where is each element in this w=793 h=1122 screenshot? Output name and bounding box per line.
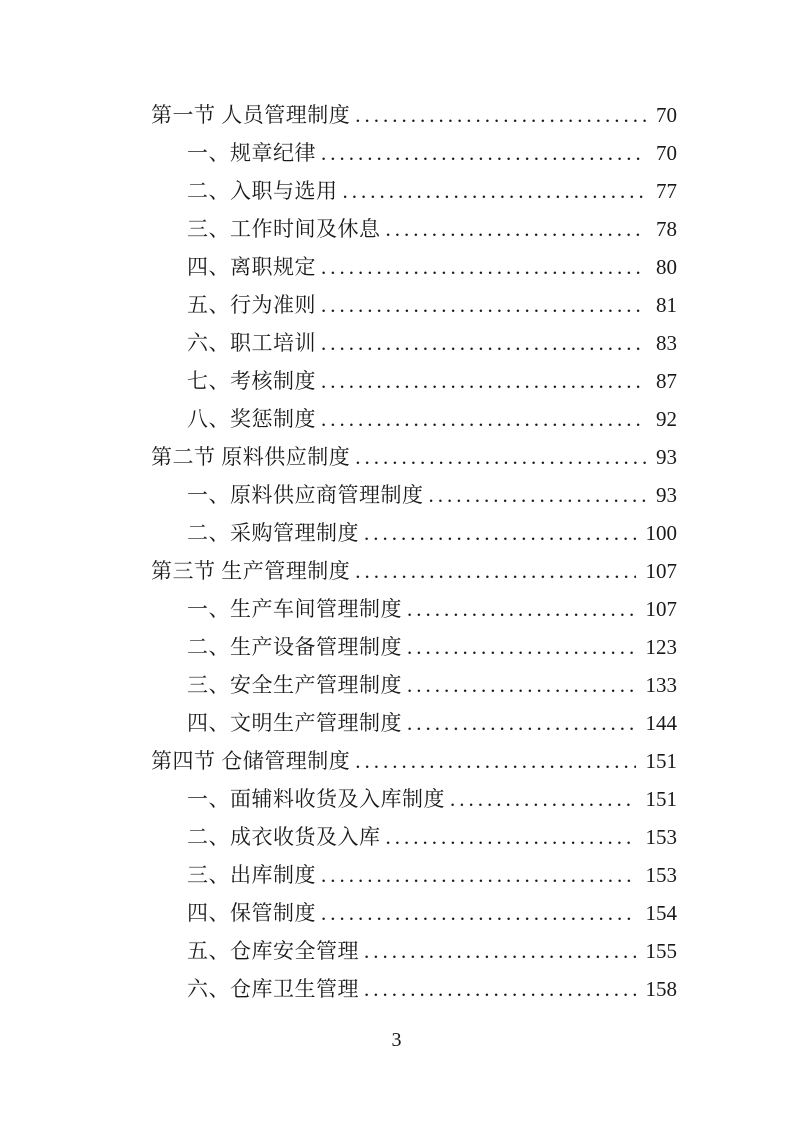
- toc-entry-page: 92: [656, 407, 677, 431]
- toc-entry-label: 六、仓库卫生管理: [187, 977, 359, 1001]
- toc-entry-subsection: [187, 780, 677, 818]
- toc-entry-label: 二、生产设备管理制度: [187, 635, 402, 659]
- toc-entry-section: [151, 552, 677, 590]
- toc-entry-label: 三、出库制度: [187, 863, 316, 887]
- toc-entry-subsection: [187, 590, 677, 628]
- toc-dot-leader: [364, 514, 636, 552]
- toc-entry-page: 81: [656, 293, 677, 317]
- toc-dot-leader: [355, 96, 646, 134]
- toc-dot-leader: [407, 704, 636, 742]
- toc-entry-section: [151, 438, 677, 476]
- toc-entry-page: 80: [656, 255, 677, 279]
- toc-entry-page: 107: [645, 559, 677, 583]
- toc-dot-leader: [386, 818, 636, 856]
- toc-entry-page: 70: [656, 103, 677, 127]
- toc-dot-leader: [321, 286, 646, 324]
- toc-entry-page: 151: [645, 787, 677, 811]
- toc-dot-leader: [321, 362, 646, 400]
- toc-entry-subsection: [187, 400, 677, 438]
- toc-entry-page: 155: [645, 939, 677, 963]
- toc-dot-leader: [355, 438, 646, 476]
- toc-entry-subsection: [187, 932, 677, 970]
- toc-entry-page: 83: [656, 331, 677, 355]
- toc-entry-page: 153: [645, 825, 677, 849]
- toc-entry-page: 87: [656, 369, 677, 393]
- toc-entry-label: 二、采购管理制度: [187, 521, 359, 545]
- toc-entry-label: 四、保管制度: [187, 901, 316, 925]
- footer-page-number: 3: [391, 1029, 402, 1051]
- toc-dot-leader: [321, 324, 646, 362]
- toc-entry-label: 五、行为准则: [187, 293, 316, 317]
- toc-entry-label: 第一节 人员管理制度: [151, 103, 351, 127]
- toc-entry-subsection: [187, 628, 677, 666]
- toc-entry-subsection: [187, 666, 677, 704]
- toc-entry-label: 二、入职与选用: [187, 179, 338, 203]
- toc-entry-label: 七、考核制度: [187, 369, 316, 393]
- toc-dot-leader: [321, 134, 646, 172]
- toc-entry-page: 70: [656, 141, 677, 165]
- toc-dot-leader: [407, 666, 636, 704]
- toc-entry-section: [151, 742, 677, 780]
- toc-entry-page: 93: [656, 483, 677, 507]
- toc-dot-leader: [429, 476, 647, 514]
- toc-entry-subsection: [187, 818, 677, 856]
- toc-entry-subsection: [187, 476, 677, 514]
- toc-entry-label: 五、仓库安全管理: [187, 939, 359, 963]
- toc-entry-label: 八、奖惩制度: [187, 407, 316, 431]
- toc-entry-label: 四、离职规定: [187, 255, 316, 279]
- toc-entry-label: 三、安全生产管理制度: [187, 673, 402, 697]
- toc-dot-leader: [355, 552, 635, 590]
- toc-entry-label: 一、面辅料收货及入库制度: [187, 787, 445, 811]
- toc-dot-leader: [355, 742, 635, 780]
- toc-entry-page: 133: [645, 673, 677, 697]
- toc-entry-subsection: [187, 134, 677, 172]
- toc-entry-subsection: [187, 210, 677, 248]
- toc-dot-leader: [321, 248, 646, 286]
- toc-entry-subsection: [187, 704, 677, 742]
- toc-entry-page: 153: [645, 863, 677, 887]
- toc-entry-label: 四、文明生产管理制度: [187, 711, 402, 735]
- toc-entry-subsection: [187, 324, 677, 362]
- toc-entry-label: 第二节 原料供应制度: [151, 445, 351, 469]
- toc-entry-label: 一、规章纪律: [187, 141, 316, 165]
- toc-entry-subsection: [187, 172, 677, 210]
- toc-dot-leader: [321, 894, 636, 932]
- toc-entry-label: 第三节 生产管理制度: [151, 559, 351, 583]
- toc-entry-page: 77: [656, 179, 677, 203]
- toc-entry-label: 三、工作时间及休息: [187, 217, 381, 241]
- toc-entry-section: [151, 96, 677, 134]
- toc-dot-leader: [450, 780, 636, 818]
- toc-entry-page: 100: [645, 521, 677, 545]
- toc-entry-page: 107: [645, 597, 677, 621]
- toc-entry-subsection: [187, 856, 677, 894]
- toc-entry-subsection: [187, 894, 677, 932]
- toc-entry-subsection: [187, 248, 677, 286]
- toc-entry-page: 158: [645, 977, 677, 1001]
- toc-entry-page: 144: [645, 711, 677, 735]
- toc-entry-label: 二、成衣收货及入库: [187, 825, 381, 849]
- toc-entry-subsection: [187, 514, 677, 552]
- toc-dot-leader: [364, 932, 636, 970]
- toc-entry-page: 151: [645, 749, 677, 773]
- table-of-contents: [0, 96, 793, 1008]
- toc-dot-leader: [386, 210, 647, 248]
- toc-dot-leader: [321, 856, 636, 894]
- toc-dot-leader: [321, 400, 646, 438]
- toc-dot-leader: [343, 172, 647, 210]
- toc-dot-leader: [407, 590, 636, 628]
- toc-entry-subsection: [187, 362, 677, 400]
- toc-entry-label: 第四节 仓储管理制度: [151, 749, 351, 773]
- toc-entry-label: 六、职工培训: [187, 331, 316, 355]
- toc-entry-label: 一、生产车间管理制度: [187, 597, 402, 621]
- toc-entry-subsection: [187, 286, 677, 324]
- toc-dot-leader: [407, 628, 636, 666]
- toc-entry-page: 93: [656, 445, 677, 469]
- toc-entry-page: 78: [656, 217, 677, 241]
- toc-entry-subsection: [187, 970, 677, 1008]
- toc-entry-label: 一、原料供应商管理制度: [187, 483, 424, 507]
- toc-dot-leader: [364, 970, 636, 1008]
- toc-entry-page: 154: [645, 901, 677, 925]
- toc-entry-page: 123: [645, 635, 677, 659]
